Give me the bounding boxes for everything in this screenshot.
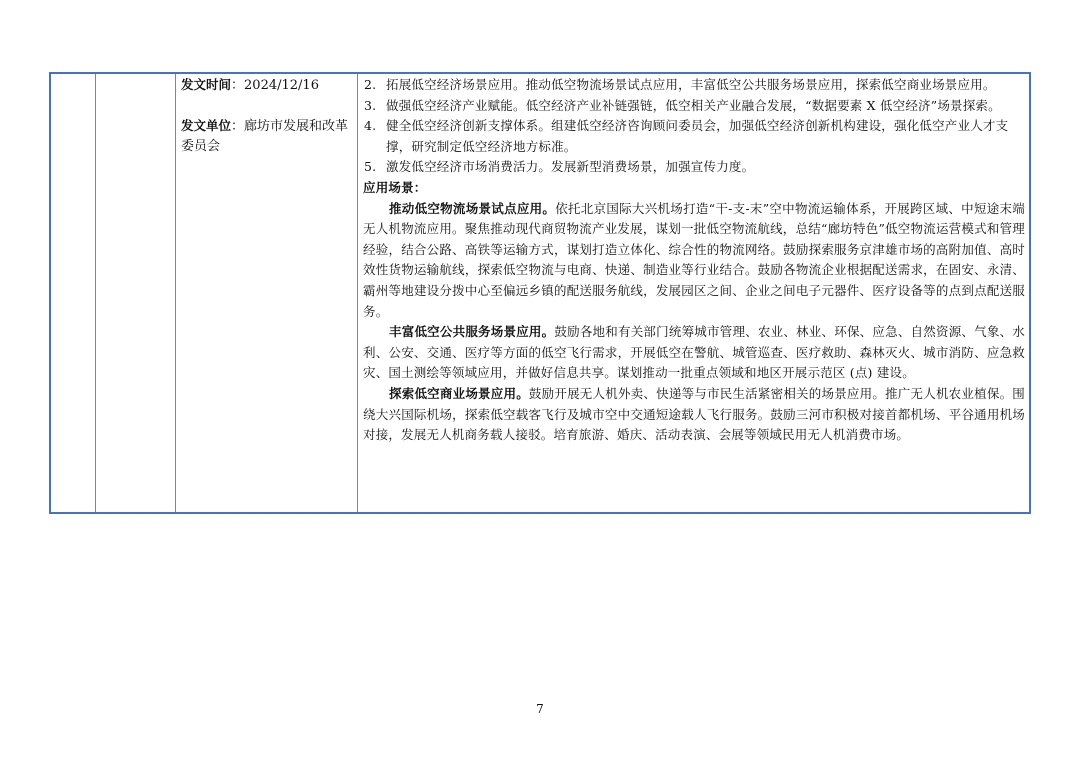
issue-date-value: 2024/12/16 <box>244 78 319 93</box>
scenarios-heading: 应用场景： <box>363 179 427 195</box>
policy-content-cell <box>363 75 1025 446</box>
issuing-unit-line: 发文单位：廊坊市发展和改革委员会 <box>181 118 349 154</box>
list-item-number: 4. <box>364 118 377 134</box>
scenario-text: 依托北京国际大兴机场打造“干-支-末”空中物流运输体系，开展跨区域、中短途末端无人机物流应用。聚焦推动现代商贸物流产业发展，谋划一批低空物流航线，总结“廊坊特色”低空物流运营模式和管理经验，结合公路、高铁等运输方式，谋划打造立体化、综合性的物流网络。鼓励探索服务京津雄市场的高附加值、高时效性货物运输航线，探索低空物流与电商、快递、制造业等行业结合。鼓励各物流企业根据配送需求，在固安、永清、霸州等地建设分拨中心至偏远乡镇的配送服务航线，发展园区之间、企业之间电子元器件、医疗设备等的点到点配送服务。 <box>363 200 1025 319</box>
document-table <box>49 72 1031 514</box>
list-item <box>363 116 1025 157</box>
list-item <box>363 75 1025 96</box>
page-number: 7 <box>536 702 544 716</box>
list-item <box>363 96 1025 117</box>
list-item-number: 3. <box>364 97 377 113</box>
list-item-number: 2. <box>364 77 377 92</box>
scenario-paragraph <box>363 199 1025 323</box>
issuing-unit-value: 廊坊市发展和改革委员会 <box>181 119 349 154</box>
scenario-text: 鼓励各地和有关部门统筹城市管理、农业、林业、环保、应急、自然资源、气象、水利、公安、交通、医疗等方面的低空飞行需求，开展低空在警航、城管巡查、医疗救助、森林灭火、城市消防、应急救灾、国土测绘等领域应用，并做好信息共享。谋划推动一批重点领域和地区开展示范区 (点) 建设。 <box>363 324 1025 381</box>
scenario-paragraph <box>363 384 1025 446</box>
scenario-text: 鼓励开展无人机外卖、快递等与市民生活紧密相关的场景应用。推广无人机农业植保。围绕大兴国际机场，探索低空载客飞行及城市空中交通短途载人飞行服务。鼓励三河市积极对接首都机场、平谷通用机场对接，发展无人机商务载人接驳。培育旅游、婚庆、活动表演、会展等领域民用无人机消费市场。 <box>363 385 1025 443</box>
scenario-lead: 丰富低空公共服务场景应用。 <box>389 324 555 340</box>
scenario-lead: 探索低空商业场景应用。 <box>389 385 529 401</box>
table-column-divider <box>95 74 96 512</box>
scenario-paragraph <box>363 322 1025 384</box>
issuing-unit-label: 发文单位 <box>181 118 232 133</box>
issue-date-line: 发文时间：2024/12/16 <box>181 77 319 93</box>
list-item-text: 健全低空经济创新支撑体系。组建低空经济咨询顾问委员会，加强低空经济创新机构建设，强化低空产业人才支撑，研究制定低空经济地方标准。 <box>386 118 1009 154</box>
list-item-text: 激发低空经济市场消费活力。发展新型消费场景，加强宣传力度。 <box>386 159 755 175</box>
metadata-cell <box>181 75 357 157</box>
scenario-lead: 推动低空物流场景试点应用。 <box>389 200 556 216</box>
list-item-text: 拓展低空经济场景应用。推动低空物流场景试点应用，丰富低空公共服务场景应用，探索低空商业场景应用。 <box>386 77 996 92</box>
list-item <box>363 157 1025 178</box>
table-column-divider <box>357 74 358 512</box>
list-item-number: 5. <box>364 159 377 175</box>
list-item-text: 做强低空经济产业赋能。低空经济产业补链强链，低空相关产业融合发展，“数据要素 X 低空经济”场景探索。 <box>386 97 1001 113</box>
issue-date-label: 发文时间 <box>181 77 232 92</box>
table-column-divider <box>175 74 176 512</box>
